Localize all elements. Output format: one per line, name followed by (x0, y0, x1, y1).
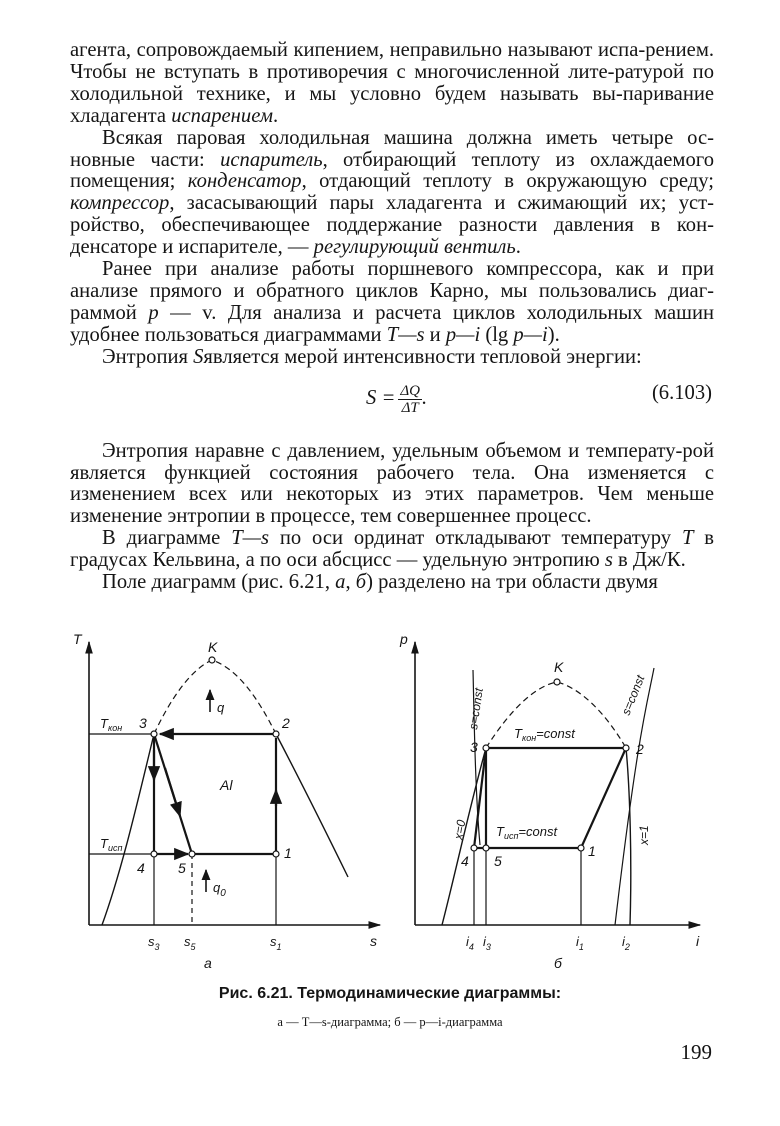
ts-point-2 (273, 731, 279, 737)
italic-term: S (193, 345, 204, 368)
ts-tisp-label: $T_{исп}$ (100, 836, 123, 853)
italic-term: регулирующий вентиль (313, 236, 516, 259)
text-run: и (424, 323, 446, 346)
paragraph-group-2 (70, 441, 714, 594)
ts-labels (73, 631, 377, 970)
italic-term: T (681, 527, 694, 550)
ts-diagram (89, 642, 380, 925)
pi-point-3 (483, 745, 489, 751)
pi-point-1-label: 1 (588, 843, 596, 859)
pi-point-5-label: 5 (494, 853, 502, 869)
text-run: , (345, 571, 356, 594)
ts-point-2-label: 2 (282, 715, 290, 731)
ts-saturation-liquid (102, 734, 154, 925)
italic-term: конденсатор (187, 170, 302, 193)
text-run: . (515, 236, 521, 259)
text-run: ) разделено на три области двумя (366, 571, 658, 594)
ts-point-5-label: 5 (178, 860, 186, 876)
ts-axis-y-label: T (73, 631, 82, 647)
paragraph (70, 40, 714, 128)
text-run: в Дж/К. (612, 549, 686, 572)
text-run: Энтропия наравне с давлением, удельным объемом и температу-рой является функцией состояния рабочего тела. Она изменяется с изменением всех или некоторых из этих параметров. Чем меньше изменение энтропии в процессе, тем совершеннее процесс. (70, 439, 714, 528)
ts-throttle-arrow (165, 768, 180, 816)
figure-subcaption: а — T—s-диаграмма; б — p—i-диаграмма (277, 1015, 503, 1029)
pi-i3-label: $i_3$ (483, 934, 491, 952)
pi-point-2-label: 2 (636, 741, 644, 757)
ts-panel-label: a (204, 955, 212, 970)
ts-point-5 (189, 851, 195, 857)
italic-term: p—i (445, 323, 481, 346)
ts-tkon-label: $T_{кон}$ (100, 716, 123, 733)
pi-diagram (415, 642, 700, 925)
ts-point-1-label: 1 (284, 845, 292, 861)
pi-point-4 (471, 845, 477, 851)
text-run: Ранее при анализе работы поршневого компрессора, как и при анализе прямого и обратного циклов Карно, мы пользовались диаг-раммой (70, 258, 714, 324)
pi-point-2 (623, 745, 629, 751)
italic-term: б (355, 571, 367, 594)
ts-point-4-label: 4 (137, 860, 145, 876)
formula-end: . (421, 387, 428, 410)
italic-term: T—s (231, 527, 269, 550)
text-run: по оси ординат откладывают температуру (268, 527, 682, 550)
text-run: Энтропия (102, 345, 194, 368)
ts-s1-label: $s_1$ (270, 934, 282, 952)
pi-axis-x-label: i (696, 933, 700, 949)
text-run: (lg (480, 323, 514, 346)
figure-caption: Рис. 6.21. Термодинамические диаграммы: (218, 985, 562, 1002)
text-run: Всякая паровая холодильная машина должна иметь четыре ос-новные части: (70, 126, 714, 171)
pi-i2-label: $i_2$ (622, 934, 630, 952)
formula-denominator: ΔT (401, 399, 419, 416)
ts-s5-label: $s_5$ (184, 934, 196, 952)
ts-area-label: Al (220, 777, 233, 793)
formula-fraction (398, 383, 422, 416)
paragraph (70, 572, 714, 594)
pi-s-const-left: s=const (466, 687, 486, 731)
ts-axis-x-label: s (370, 933, 377, 949)
pi-panel-label: б (554, 955, 562, 970)
italic-term: p—i (513, 323, 548, 346)
pi-i4-label: $i_4$ (466, 934, 474, 952)
pi-x0-label: x=0 (451, 818, 469, 841)
pi-point-3-label: 3 (470, 739, 478, 755)
formula-lhs: S = (366, 387, 396, 410)
ts-point-3-label: 3 (139, 715, 147, 731)
italic-term: испаритель (220, 148, 323, 171)
text-run: В диаграмме (102, 527, 232, 550)
ts-point-4 (151, 851, 157, 857)
ts-point-1 (273, 851, 279, 857)
pi-critical-label: K (554, 659, 564, 675)
pi-point-4-label: 4 (461, 853, 469, 869)
pi-x1-label: x=1 (637, 825, 651, 845)
page-number: 199 (680, 1040, 712, 1064)
ts-saturation-dashed (154, 660, 276, 734)
body-text (70, 40, 714, 594)
italic-term: T—s (386, 323, 425, 346)
text-run: , засасывающий пары хладагента и сжимающий их; уст-ройство, обеспечивающее поддержание разности давления в кон-денсаторе и испарителе, — (70, 192, 714, 259)
ts-critical-label: K (208, 639, 218, 655)
text-run: ). (547, 323, 560, 346)
equation-number: (6.103) (651, 381, 712, 404)
text-run: агента, сопровождаемый кипением, неправильно называют испа-рением. Чтобы не вступать в противоречия с многочисленной лите-ратурой по холодильной технике, и мы условно будем называть вы-паривание хладагента (70, 39, 714, 127)
pi-tisp-label: $T_{исп}=const$ (496, 824, 558, 841)
paragraph (70, 128, 714, 259)
paragraph (70, 528, 714, 572)
pi-i1-label: $i_1$ (576, 934, 584, 952)
thermo-diagrams (70, 630, 720, 970)
pi-x1-line (626, 748, 631, 925)
figure-6-21 (70, 630, 720, 970)
formula-expression (366, 383, 427, 416)
text-run: Поле диаграмм (рис. 6.21, (102, 571, 336, 594)
pi-point-5 (483, 845, 489, 851)
ts-critical-point (209, 657, 215, 663)
text-run: . (272, 104, 279, 127)
paragraph-group-1 (70, 40, 714, 369)
pi-s-const-right: s=const (618, 673, 648, 718)
text-run: в градусах Кельвина, а по оси абсцисс — удельную энтропию (70, 527, 715, 572)
italic-term: s (604, 549, 613, 572)
paragraph (70, 441, 714, 529)
italic-term: а (335, 571, 346, 594)
text-run: является мерой интенсивности тепловой энергии: (203, 345, 642, 368)
italic-term: испарением (171, 104, 273, 127)
italic-term: компрессор (70, 192, 170, 215)
pi-axis-y-label: p (400, 631, 408, 647)
ts-q0-label: $q_0$ (213, 880, 226, 899)
paragraph (70, 347, 714, 369)
pi-point-1 (578, 845, 584, 851)
ts-q-label: q (217, 700, 225, 715)
formula-numerator: ΔQ (400, 382, 420, 399)
pi-compression-line (581, 748, 626, 848)
pi-critical-point (554, 679, 560, 685)
paragraph (70, 259, 714, 347)
ts-s3-label: $s_3$ (148, 934, 160, 952)
ts-point-3 (151, 731, 157, 737)
pi-tkon-label: $T_{кон}=const$ (514, 726, 575, 743)
text-run: , отбирающий теплоту из охлаждаемого помещения; (70, 148, 714, 193)
text-run: , отдающий теплоту в окружающую среду; (301, 170, 715, 193)
text-run: — v. Для анализа и расчета циклов холодильных машин удобнее пользоваться диаграммами (70, 301, 714, 346)
italic-term: p (148, 301, 159, 324)
formula-6-103 (70, 375, 714, 431)
